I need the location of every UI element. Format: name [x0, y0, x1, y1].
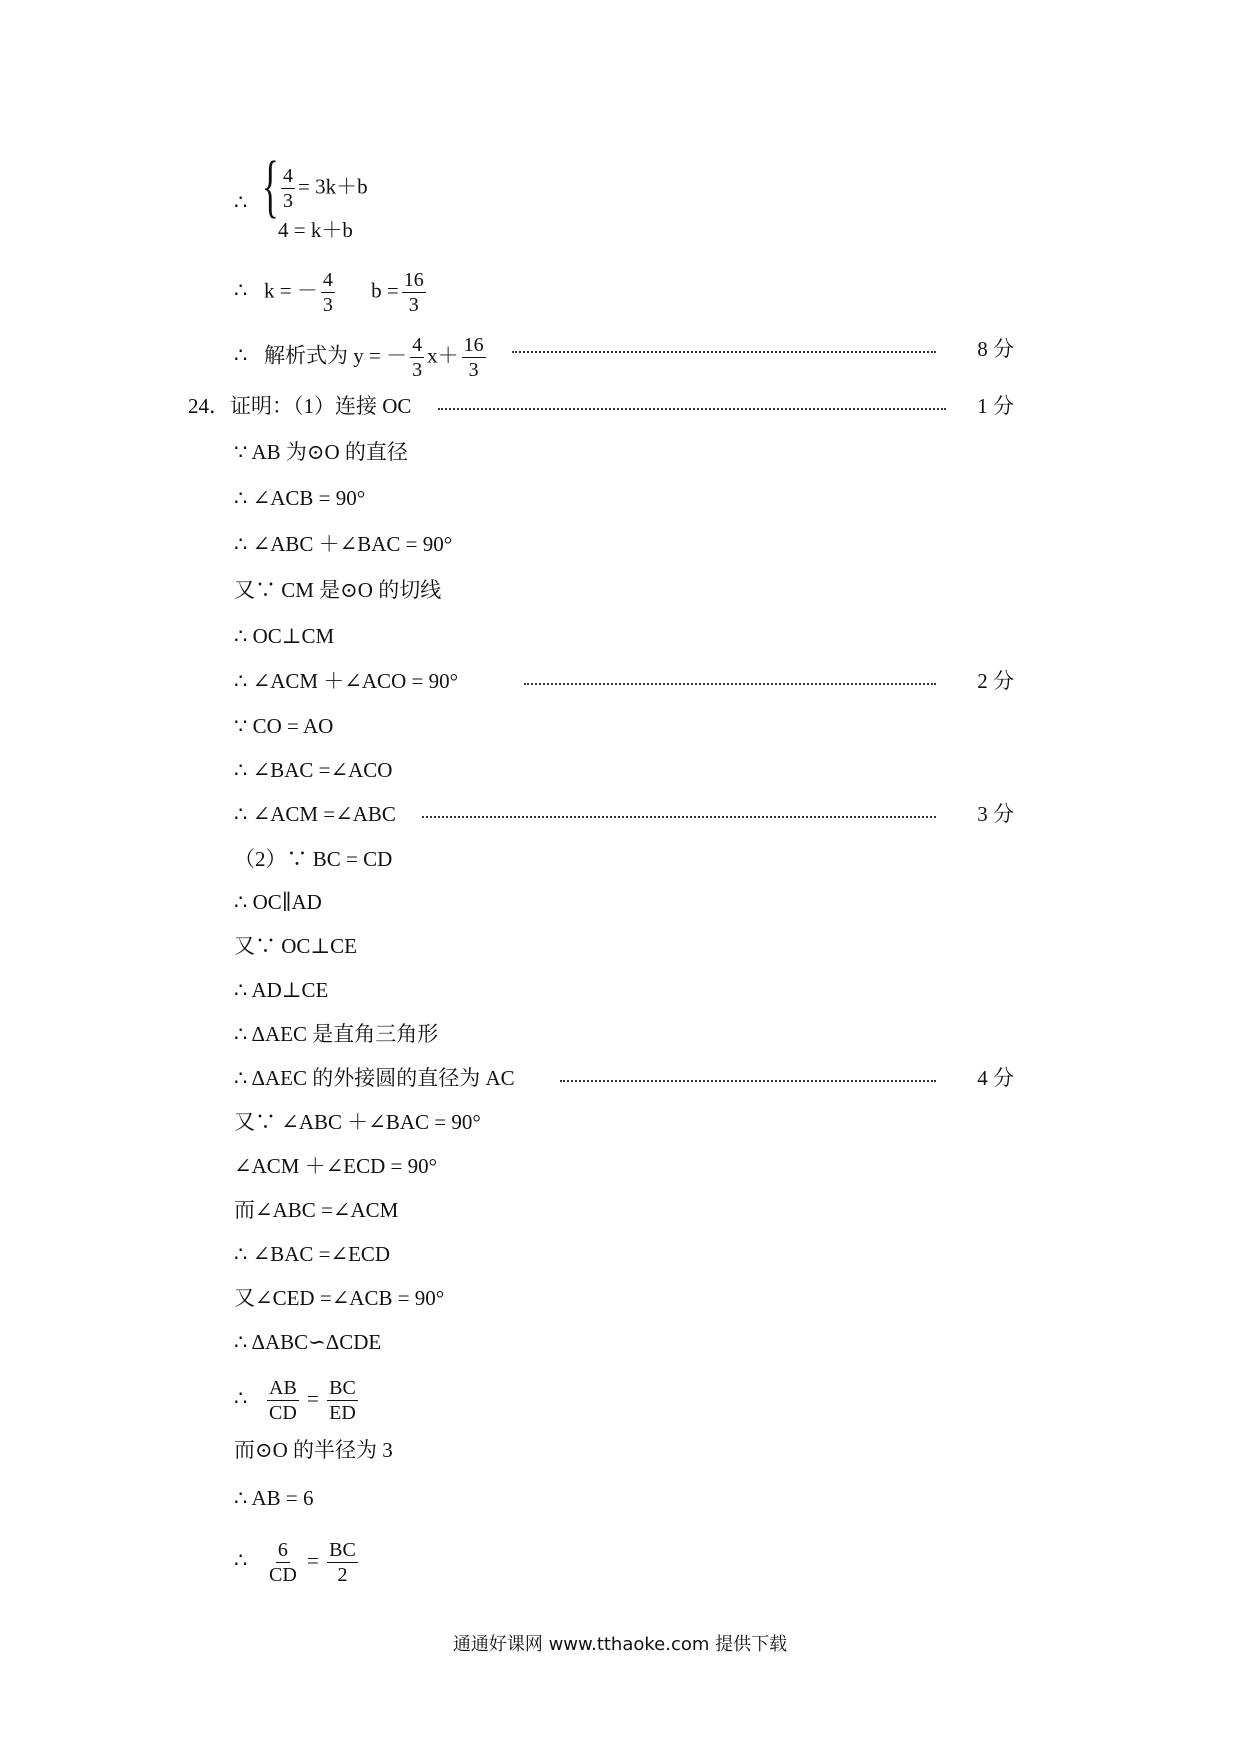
proof-line: 又∠CED =∠ACB = 90°	[234, 1286, 445, 1310]
proof-line: ∵ AB 为⊙O 的直径	[234, 440, 408, 464]
proof-line: ∴ ∠ABC ＋∠BAC = 90°	[234, 532, 453, 556]
dot-leader	[438, 408, 946, 410]
ratio-line-1: ∴ $\frac{AB}{CD}$ = $\frac{BC}{ED}$	[234, 1377, 356, 1424]
proof-line: 而⊙O 的半径为 3	[234, 1438, 393, 1462]
score-label: 4 分	[977, 1066, 1014, 1090]
fraction-4-3: $\frac{4}{3}$	[283, 165, 293, 212]
score-label: 2 分	[977, 669, 1014, 693]
proof-line: ∴ ∠ACM ＋∠ACO = 90° 2 分	[234, 669, 1014, 693]
score-label: 8 分	[977, 337, 1014, 361]
dot-leader	[512, 351, 936, 353]
fraction-bc-ed: $\frac{BC}{ED}$	[329, 1377, 356, 1424]
footer: 通通好课网 www.tthaoke.com 提供下载	[452, 1634, 788, 1655]
fraction-a: $\frac{4}{3}$	[412, 334, 423, 381]
fraction-ab-cd: $\frac{AB}{CD}$	[269, 1377, 297, 1424]
proof-line: 又∵ CM 是⊙O 的切线	[234, 578, 442, 602]
proof-line: ∴ AD⊥CE	[234, 978, 329, 1002]
dot-leader	[422, 816, 936, 818]
proof-line: ∴ ∠ACM =∠ABC 3 分	[234, 802, 1014, 826]
proof-line: ∴ OC∥AD	[234, 890, 322, 914]
dot-leader	[524, 683, 936, 685]
proof-line: ∴ ∠ACB = 90°	[234, 486, 366, 510]
proof-line: ∴ OC⊥CM	[234, 624, 335, 648]
proof-line: ∴ ΔAEC 是直角三角形	[234, 1022, 439, 1046]
fraction-b: $\frac{16}{3}$	[403, 269, 424, 316]
proof-line: ∠ACM ＋∠ECD = 90°	[234, 1154, 438, 1178]
proof-line: ∴ ΔABC∽ΔCDE	[234, 1330, 382, 1354]
score-label: 1 分	[977, 394, 1014, 418]
equation-2: 4 = k＋b	[278, 218, 353, 242]
proof-line: 又∵ ∠ABC ＋∠BAC = 90°	[234, 1110, 481, 1134]
therefore-symbol: ∴	[234, 190, 248, 214]
left-brace: {	[262, 148, 279, 225]
result-line: ∴ 解析式为 y = － $\frac{4}{3}$ x＋ $\frac{16}{3}$ 8 分	[234, 334, 1014, 381]
proof-line: ∴ ΔAEC 的外接圆的直径为 AC 4 分	[234, 1066, 1014, 1090]
fraction-bc-2: $\frac{BC}{2}$	[329, 1539, 356, 1586]
proof-line: ∵ CO = AO	[234, 714, 334, 738]
q24-heading: 24．证明：（1）连接 OC 1 分	[188, 394, 1014, 418]
fraction-6-cd: $\frac{6}{CD}$	[269, 1539, 297, 1586]
proof-line: ∴ ∠BAC =∠ECD	[234, 1242, 391, 1266]
fraction-c: $\frac{16}{3}$	[463, 334, 484, 381]
dot-leader	[560, 1080, 936, 1082]
score-label: 3 分	[977, 802, 1014, 826]
proof-line: 又∵ OC⊥CE	[234, 934, 358, 958]
proof-line: ∴ AB = 6	[234, 1486, 314, 1510]
proof-line: ∴ ∠BAC =∠ACO	[234, 758, 393, 782]
proof-line: 而∠ABC =∠ACM	[234, 1198, 399, 1222]
solve-k-b: ∴ k = － $\frac{4}{3}$ b = $\frac{16}{3}$	[234, 269, 424, 316]
proof-line: （2）∵ BC = CD	[234, 847, 393, 871]
ratio-line-2: ∴ $\frac{6}{CD}$ = $\frac{BC}{2}$	[234, 1539, 356, 1586]
fraction-k: $\frac{4}{3}$	[322, 269, 333, 316]
equation-1: $\frac{4}{3}$ = 3k＋b	[283, 165, 368, 212]
